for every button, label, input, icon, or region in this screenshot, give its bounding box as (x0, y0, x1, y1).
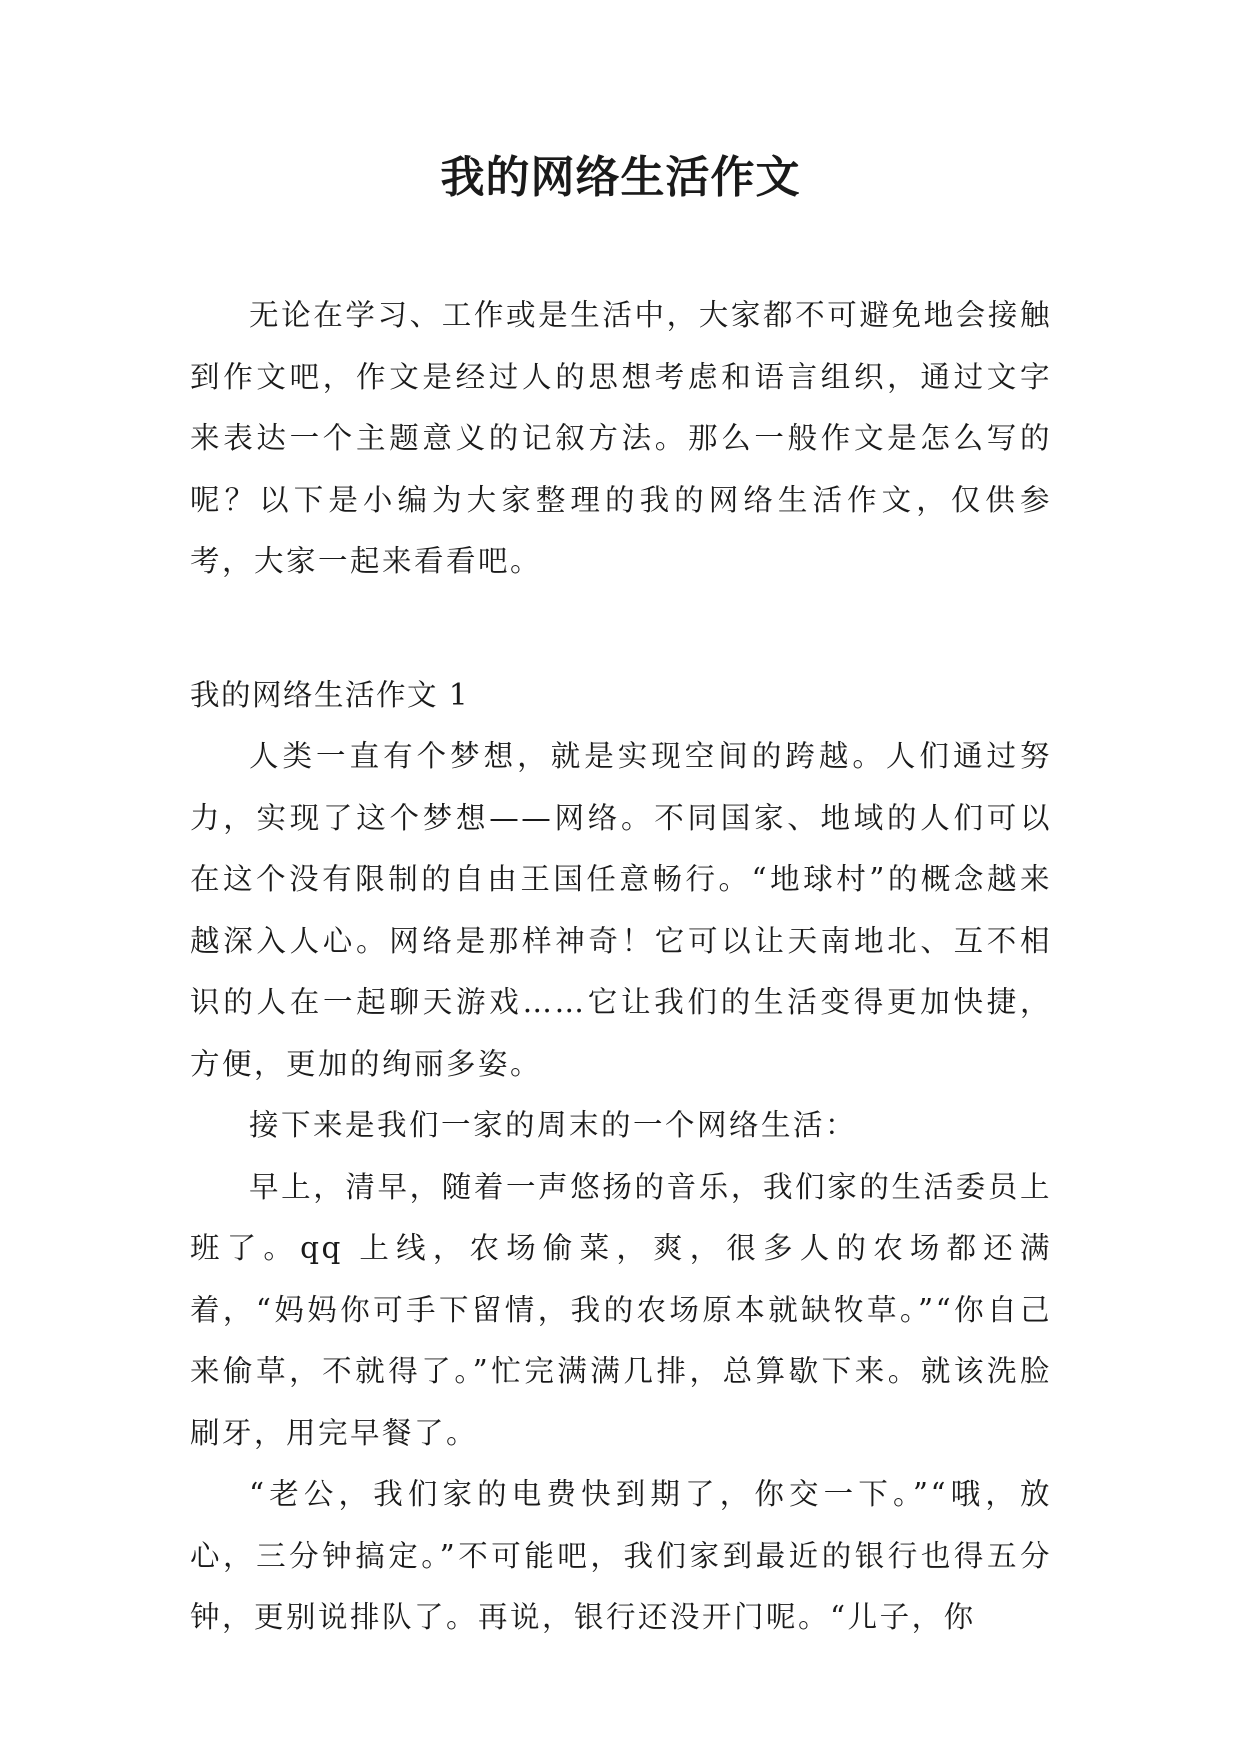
body-paragraph-3: 早上，清早，随着一声悠扬的音乐，我们家的生活委员上班了。qq 上线，农场偷菜，爽，很多人的农场都还满着，“妈妈你可手下留情，我的农场原本就缺牧草。”“你自己来偷草，不就得了。”忙完满满几排，总算歇下来。就该洗脸刷牙，用完早餐了。 (190, 1169, 1052, 1450)
section-heading: 我的网络生活作文 1 (190, 677, 470, 712)
intro-paragraph: 无论在学习、工作或是生活中，大家都不可避免地会接触到作文吧，作文是经过人的思想考虑和语言组织，通过文字来表达一个主题意义的记叙方法。那么一般作文是怎么写的呢？以下是小编为大家整理的我的网络生活作文，仅供参考，大家一起来看看吧。 (190, 298, 1052, 578)
body-paragraph-2: 接下来是我们一家的周末的一个网络生活： (249, 1108, 858, 1142)
body-paragraph-1: 人类一直有个梦想，就是实现空间的跨越。人们通过努力，实现了这个梦想——网络。不同国家、地域的人们可以在这个没有限制的自由王国任意畅行。“地球村”的概念越来越深入人心。网络是那样神奇！它可以让天南地北、互不相识的人在一起聊天游戏……它让我们的生活变得更加快捷，方便，更加的绚丽多姿。 (190, 739, 1052, 1081)
body-paragraph-4: “老公，我们家的电费快到期了，你交一下。”“哦，放心，三分钟搞定。”不可能吧，我们家到最近的银行也得五分钟，更别说排队了。再说，银行还没开门呢。“儿子，你 (190, 1477, 1052, 1634)
document-body (190, 285, 1052, 1649)
document-title: 我的网络生活作文 (440, 152, 801, 203)
